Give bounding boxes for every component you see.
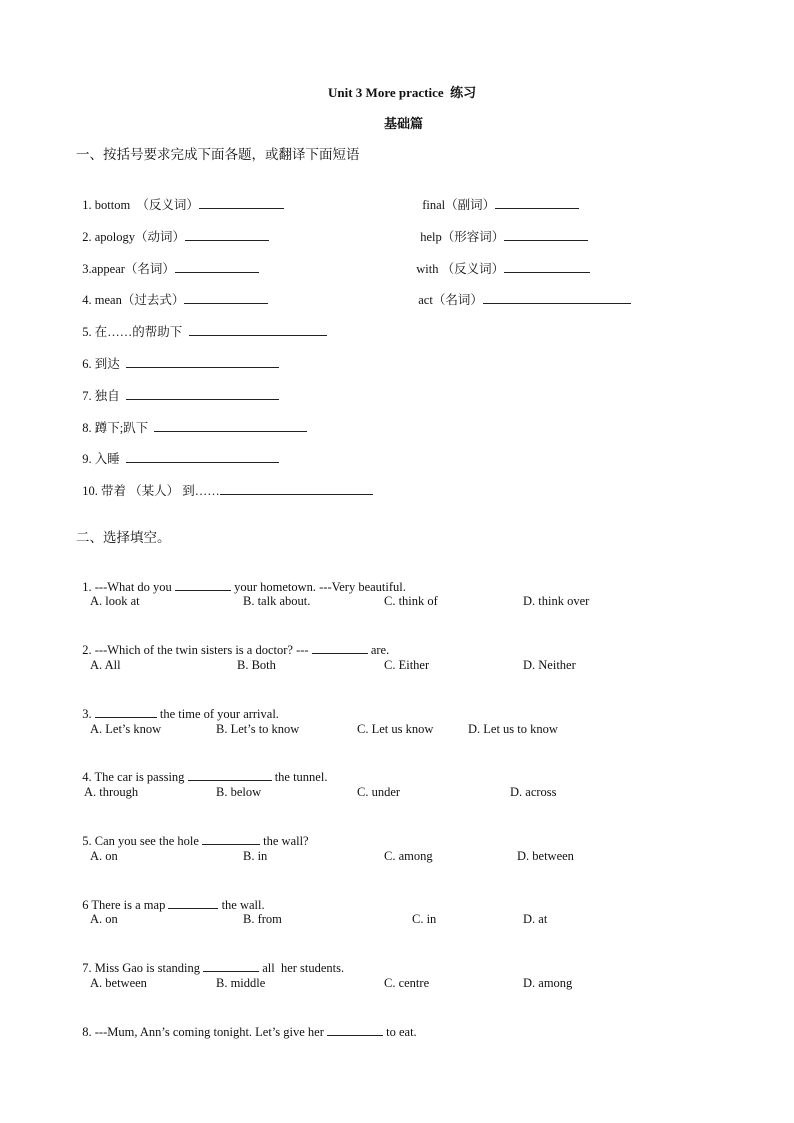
answer-blank[interactable] xyxy=(175,260,259,273)
question-row xyxy=(76,880,265,913)
option[interactable]: A. on xyxy=(90,912,118,926)
question-text: with （反义词） xyxy=(416,262,505,276)
option[interactable]: C. Either xyxy=(384,658,430,672)
question-text: 7. 独自 xyxy=(82,389,120,403)
question-row xyxy=(76,403,307,436)
answer-blank[interactable] xyxy=(175,578,231,591)
question-row xyxy=(76,180,284,213)
question-text: 3.appear（名词） xyxy=(82,262,175,276)
answer-blank[interactable] xyxy=(168,896,218,909)
question-row xyxy=(76,434,279,467)
option[interactable]: C. in xyxy=(412,912,437,926)
answer-blank[interactable] xyxy=(154,419,307,432)
option[interactable]: D. Neither xyxy=(523,658,576,672)
answer-blank[interactable] xyxy=(504,260,590,273)
option[interactable]: A. through xyxy=(84,785,139,799)
question-text: the wall. xyxy=(218,898,265,912)
question-row xyxy=(76,307,327,340)
question-row xyxy=(416,180,579,213)
question-text: the tunnel. xyxy=(271,770,328,784)
answer-blank[interactable] xyxy=(184,291,268,304)
question-text: are. xyxy=(367,643,390,657)
question-text: 2. apology（动词） xyxy=(82,230,186,244)
option[interactable]: B. middle xyxy=(216,976,266,990)
question-text: 4. mean（过去式） xyxy=(82,293,185,307)
option[interactable]: A. Let’s know xyxy=(90,722,162,736)
question-text: 10. 带着 （某人） 到…… xyxy=(82,484,220,498)
answer-blank[interactable] xyxy=(483,291,631,304)
section-heading: 一、按括号要求完成下面各题，或翻译下面短语 xyxy=(76,147,360,162)
question-row xyxy=(76,275,268,308)
section-heading: 二、选择填空。 xyxy=(76,530,171,545)
question-text: 3. xyxy=(82,707,95,721)
question-row xyxy=(412,275,631,308)
option[interactable]: D. Let us to know xyxy=(468,722,558,736)
option[interactable]: B. Let’s to know xyxy=(216,722,300,736)
question-text: the time of your arrival. xyxy=(156,707,279,721)
question-text: 1. bottom （反义词） xyxy=(82,198,199,212)
question-row xyxy=(76,625,389,658)
option[interactable]: D. at xyxy=(523,912,548,926)
option[interactable]: C. Let us know xyxy=(357,722,434,736)
option[interactable]: B. Both xyxy=(237,658,276,672)
question-text: all her students. xyxy=(259,961,345,975)
answer-blank[interactable] xyxy=(189,323,327,336)
question-text: your hometown. ---Very beautiful. xyxy=(230,580,406,594)
option[interactable]: D. between xyxy=(517,849,574,863)
option[interactable]: B. in xyxy=(243,849,268,863)
question-row xyxy=(76,689,279,722)
question-text: 5. Can you see the hole xyxy=(82,834,203,848)
question-row xyxy=(76,371,279,404)
answer-blank[interactable] xyxy=(199,196,284,209)
question-text: 1. ---What do you xyxy=(82,580,175,594)
option[interactable]: A. between xyxy=(90,976,147,990)
option[interactable]: D. think over xyxy=(523,594,590,608)
question-text: 9. 入睡 xyxy=(82,452,120,466)
option[interactable]: B. talk about. xyxy=(243,594,311,608)
page-title: Unit 3 More practice 练习 xyxy=(328,85,477,100)
question-text: 2. ---Which of the twin sisters is a doctor? --- xyxy=(82,643,312,657)
option[interactable]: C. among xyxy=(384,849,433,863)
answer-blank[interactable] xyxy=(203,959,259,972)
answer-blank[interactable] xyxy=(312,641,368,654)
answer-blank[interactable] xyxy=(504,228,588,241)
question-text: 6. 到达 xyxy=(82,357,120,371)
option[interactable]: C. under xyxy=(357,785,401,799)
question-text: 4. The car is passing xyxy=(82,770,188,784)
answer-blank[interactable] xyxy=(185,228,269,241)
question-row xyxy=(76,339,279,372)
question-text: help（形容词） xyxy=(420,230,505,244)
question-text: 5. 在……的帮助下 xyxy=(82,325,183,339)
question-text: 7. Miss Gao is standing xyxy=(82,961,204,975)
answer-blank[interactable] xyxy=(495,196,579,209)
question-text: 6 There is a map xyxy=(82,898,169,912)
option[interactable]: B. below xyxy=(216,785,262,799)
page-subtitle: 基础篇 xyxy=(384,116,424,131)
question-row xyxy=(76,212,269,245)
question-text: 8. 蹲下;趴下 xyxy=(82,421,149,435)
option[interactable]: A. All xyxy=(90,658,121,672)
option[interactable]: A. on xyxy=(90,849,118,863)
answer-blank[interactable] xyxy=(202,832,260,845)
question-text: final（副词） xyxy=(422,198,496,212)
option[interactable]: C. centre xyxy=(384,976,430,990)
answer-blank[interactable] xyxy=(126,387,279,400)
answer-blank[interactable] xyxy=(95,705,157,718)
question-row xyxy=(410,244,590,277)
question-row xyxy=(76,816,309,849)
question-text: the wall? xyxy=(260,834,309,848)
answer-blank[interactable] xyxy=(126,355,279,368)
question-row xyxy=(76,562,406,595)
answer-blank[interactable] xyxy=(220,482,373,495)
question-row xyxy=(76,943,344,976)
question-text: act（名词） xyxy=(418,293,483,307)
option[interactable]: C. think of xyxy=(384,594,438,608)
option[interactable]: D. across xyxy=(510,785,557,799)
option[interactable]: D. among xyxy=(523,976,573,990)
answer-blank[interactable] xyxy=(327,1023,383,1036)
question-row xyxy=(76,1007,417,1040)
question-text: to eat. xyxy=(383,1025,417,1039)
answer-blank[interactable] xyxy=(126,450,279,463)
answer-blank[interactable] xyxy=(188,768,272,781)
question-row xyxy=(414,212,588,245)
question-text: 8. ---Mum, Ann’s coming tonight. Let’s give her xyxy=(82,1025,328,1039)
question-row xyxy=(76,752,327,785)
option[interactable]: A. look at xyxy=(90,594,140,608)
option[interactable]: B. from xyxy=(243,912,282,926)
question-row xyxy=(76,466,373,499)
question-row xyxy=(76,244,259,277)
